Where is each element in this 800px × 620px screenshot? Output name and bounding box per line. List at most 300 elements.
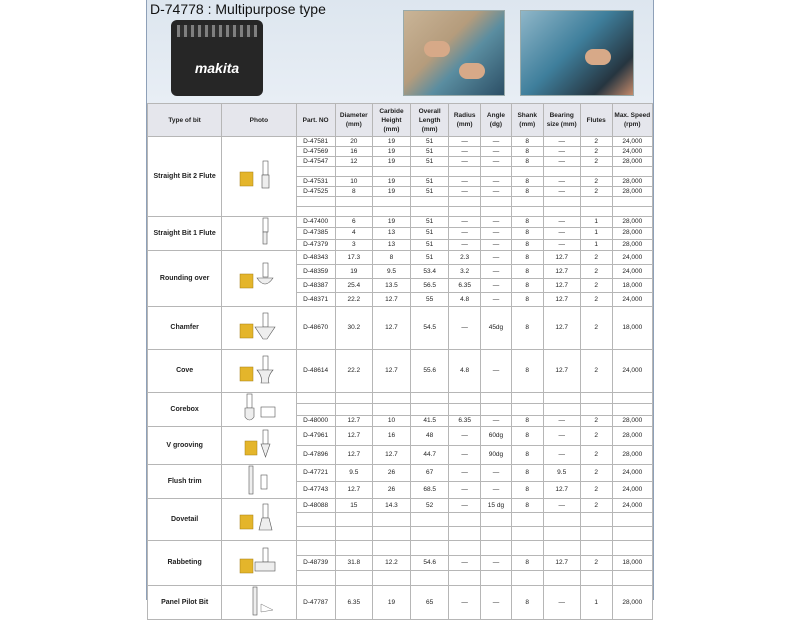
- table-cell: 24,000: [612, 293, 652, 307]
- table-cell: 28,000: [612, 586, 652, 620]
- table-cell: 17.3: [335, 251, 372, 265]
- table-cell: [580, 541, 612, 556]
- table-cell: D-47547: [296, 157, 335, 167]
- table-cell: 54.5: [411, 307, 449, 350]
- table-cell: [335, 197, 372, 207]
- table-cell: 8: [511, 239, 543, 250]
- table-cell: [543, 527, 580, 541]
- table-cell: 8: [511, 465, 543, 482]
- bit-photo: [222, 251, 296, 307]
- table-cell: —: [481, 265, 512, 279]
- table-cell: 12.7: [543, 307, 580, 350]
- table-cell: 67: [411, 465, 449, 482]
- table-cell: [580, 527, 612, 541]
- table-cell: [481, 513, 512, 527]
- table-cell: 2: [580, 265, 612, 279]
- table-cell: 18,000: [612, 556, 652, 571]
- table-cell: —: [543, 586, 580, 620]
- table-cell: [580, 207, 612, 217]
- bit-type-label: Straight Bit 2 Flute: [148, 137, 222, 217]
- table-cell: —: [449, 586, 481, 620]
- table-cell: [511, 207, 543, 217]
- bit-photo: [222, 217, 296, 251]
- table-cell: 19: [372, 137, 410, 147]
- table-cell: D-48371: [296, 293, 335, 307]
- table-cell: 1: [580, 239, 612, 250]
- table-cell: 8: [511, 217, 543, 228]
- table-cell: 8: [511, 415, 543, 426]
- table-cell: 28,000: [612, 415, 652, 426]
- table-cell: 12.7: [543, 279, 580, 293]
- table-cell: 2: [580, 307, 612, 350]
- table-cell: 51: [411, 177, 449, 187]
- table-cell: 24,000: [612, 265, 652, 279]
- table-cell: 20: [335, 137, 372, 147]
- table-cell: 44.7: [411, 446, 449, 465]
- bit-type-label: Panel Pilot Bit: [148, 586, 222, 620]
- table-cell: 8: [511, 177, 543, 187]
- hand-shape: [459, 63, 485, 79]
- table-cell: [411, 207, 449, 217]
- table-cell: D-47581: [296, 137, 335, 147]
- table-cell: [372, 404, 410, 415]
- table-cell: —: [449, 239, 481, 250]
- table-row: [148, 350, 653, 393]
- table-cell: —: [543, 415, 580, 426]
- table-cell: —: [543, 427, 580, 446]
- table-cell: [411, 404, 449, 415]
- table-cell: 12.7: [372, 446, 410, 465]
- table-cell: 18,000: [612, 307, 652, 350]
- table-cell: [372, 207, 410, 217]
- table-cell: —: [481, 228, 512, 239]
- table-cell: [481, 167, 512, 177]
- table-cell: [449, 541, 481, 556]
- bit-type-label: Cove: [148, 350, 222, 393]
- table-cell: [372, 513, 410, 527]
- table-cell: [543, 513, 580, 527]
- table-cell: 28,000: [612, 217, 652, 228]
- table-cell: 12.7: [543, 293, 580, 307]
- table-cell: —: [543, 187, 580, 197]
- table-cell: D-47721: [296, 465, 335, 482]
- flush-trim-bit-icon: [237, 465, 281, 498]
- table-cell: 8: [511, 293, 543, 307]
- cove-bit-icon: [237, 355, 281, 388]
- table-cell: 3: [335, 239, 372, 250]
- table-cell: 6.35: [449, 415, 481, 426]
- table-cell: [335, 571, 372, 586]
- table-cell: [449, 571, 481, 586]
- table-cell: 12.7: [335, 446, 372, 465]
- table-cell: 12.7: [335, 427, 372, 446]
- table-cell: 51: [411, 217, 449, 228]
- table-cell: 24,000: [612, 465, 652, 482]
- table-cell: 13: [372, 228, 410, 239]
- table-cell: —: [481, 415, 512, 426]
- table-cell: [296, 197, 335, 207]
- table-cell: —: [449, 187, 481, 197]
- table-cell: 8: [511, 279, 543, 293]
- table-cell: [481, 197, 512, 207]
- table-cell: —: [449, 499, 481, 513]
- table-cell: 2: [580, 415, 612, 426]
- table-cell: [481, 393, 512, 404]
- table-cell: 41.5: [411, 415, 449, 426]
- table-cell: [296, 404, 335, 415]
- table-cell: 12.2: [372, 556, 410, 571]
- table-cell: [335, 527, 372, 541]
- table-cell: 19: [372, 187, 410, 197]
- table-cell: D-48739: [296, 556, 335, 571]
- table-cell: 28,000: [612, 228, 652, 239]
- table-cell: 51: [411, 251, 449, 265]
- table-cell: 2: [580, 279, 612, 293]
- table-cell: —: [543, 446, 580, 465]
- table-cell: —: [449, 556, 481, 571]
- table-cell: 24,000: [612, 482, 652, 499]
- bit-photo: [222, 307, 296, 350]
- table-cell: D-47787: [296, 586, 335, 620]
- table-cell: 8: [511, 446, 543, 465]
- table-header-row: [148, 104, 653, 137]
- table-cell: 24,000: [612, 499, 652, 513]
- table-cell: 18,000: [612, 279, 652, 293]
- table-cell: 90dg: [481, 446, 512, 465]
- table-cell: [449, 527, 481, 541]
- table-cell: [511, 197, 543, 207]
- table-cell: [411, 541, 449, 556]
- table-cell: 8: [511, 251, 543, 265]
- table-cell: 51: [411, 137, 449, 147]
- column-header: Carbide Height (mm): [372, 104, 410, 137]
- bit-photo: [222, 393, 296, 427]
- table-cell: D-48359: [296, 265, 335, 279]
- table-cell: —: [449, 482, 481, 499]
- table-cell: 2: [580, 187, 612, 197]
- table-cell: [481, 207, 512, 217]
- table-cell: 28,000: [612, 427, 652, 446]
- table-cell: [580, 393, 612, 404]
- column-header: Angle (dg): [481, 104, 512, 137]
- table-cell: 55: [411, 293, 449, 307]
- table-cell: 54.6: [411, 556, 449, 571]
- table-cell: 12.7: [372, 293, 410, 307]
- table-cell: 28,000: [612, 187, 652, 197]
- table-cell: [296, 541, 335, 556]
- table-cell: —: [481, 465, 512, 482]
- table-cell: 51: [411, 187, 449, 197]
- column-header: Diameter (mm): [335, 104, 372, 137]
- table-cell: 12.7: [335, 482, 372, 499]
- table-cell: [411, 527, 449, 541]
- table-cell: [411, 393, 449, 404]
- table-cell: [449, 393, 481, 404]
- table-row: [148, 427, 653, 446]
- table-cell: [335, 207, 372, 217]
- table-cell: [580, 571, 612, 586]
- table-cell: [335, 167, 372, 177]
- table-cell: [335, 393, 372, 404]
- table-cell: 14.3: [372, 499, 410, 513]
- table-cell: 10: [335, 177, 372, 187]
- bit-photo: [222, 499, 296, 541]
- table-cell: 22.2: [335, 350, 372, 393]
- table-cell: [612, 207, 652, 217]
- table-cell: [543, 571, 580, 586]
- table-cell: 8: [511, 265, 543, 279]
- bit-type-label: Rabbeting: [148, 541, 222, 586]
- table-cell: 19: [372, 147, 410, 157]
- table-cell: [372, 571, 410, 586]
- table-row: [148, 465, 653, 482]
- table-cell: 6.35: [449, 279, 481, 293]
- table-row: [148, 541, 653, 556]
- table-cell: —: [449, 427, 481, 446]
- table-cell: 2: [580, 147, 612, 157]
- table-row: [148, 137, 653, 147]
- panel-pilot-bit-icon: [237, 586, 281, 619]
- table-cell: 55.6: [411, 350, 449, 393]
- table-cell: [580, 197, 612, 207]
- table-cell: D-48670: [296, 307, 335, 350]
- bit-spec-table: [147, 103, 653, 620]
- bit-type-label: Straight Bit 1 Flute: [148, 217, 222, 251]
- table-row: [148, 586, 653, 620]
- table-cell: [580, 513, 612, 527]
- table-cell: —: [481, 217, 512, 228]
- table-cell: 2: [580, 465, 612, 482]
- table-cell: [543, 167, 580, 177]
- table-cell: 48: [411, 427, 449, 446]
- table-cell: D-47961: [296, 427, 335, 446]
- router-usage-photo-1: [403, 10, 505, 96]
- table-cell: [335, 541, 372, 556]
- table-cell: —: [481, 293, 512, 307]
- table-cell: 8: [511, 586, 543, 620]
- table-cell: 15: [335, 499, 372, 513]
- table-cell: —: [449, 177, 481, 187]
- table-cell: [481, 404, 512, 415]
- table-cell: 28,000: [612, 157, 652, 167]
- table-cell: [580, 404, 612, 415]
- table-cell: 8: [511, 350, 543, 393]
- table-cell: —: [481, 482, 512, 499]
- table-cell: [612, 541, 652, 556]
- table-cell: 8: [511, 187, 543, 197]
- table-cell: 6.35: [335, 586, 372, 620]
- table-cell: 24,000: [612, 251, 652, 265]
- table-cell: [481, 571, 512, 586]
- table-cell: 56.5: [411, 279, 449, 293]
- table-cell: [372, 393, 410, 404]
- chamfer-bit-icon: [237, 312, 281, 345]
- table-cell: [511, 404, 543, 415]
- table-cell: 8: [511, 556, 543, 571]
- table-cell: [543, 393, 580, 404]
- table-cell: 12.7: [335, 415, 372, 426]
- table-cell: —: [481, 187, 512, 197]
- table-cell: —: [449, 446, 481, 465]
- corebox-bit-icon: [237, 393, 281, 426]
- table-cell: [511, 527, 543, 541]
- table-cell: —: [481, 251, 512, 265]
- table-cell: —: [543, 157, 580, 167]
- table-cell: 2: [580, 446, 612, 465]
- table-row: [148, 217, 653, 228]
- column-header: Part. NO: [296, 104, 335, 137]
- table-cell: 2: [580, 556, 612, 571]
- table-cell: [411, 571, 449, 586]
- hand-shape: [424, 41, 450, 57]
- table-cell: [296, 393, 335, 404]
- table-cell: 51: [411, 157, 449, 167]
- bit-type-label: Dovetail: [148, 499, 222, 541]
- table-cell: [511, 541, 543, 556]
- makita-logo: makita: [194, 60, 240, 76]
- table-cell: —: [543, 217, 580, 228]
- table-cell: 1: [580, 586, 612, 620]
- table-cell: D-47531: [296, 177, 335, 187]
- table-cell: [411, 513, 449, 527]
- bit-set-image: [177, 25, 257, 37]
- table-cell: —: [449, 307, 481, 350]
- table-cell: 8: [511, 499, 543, 513]
- table-cell: —: [481, 556, 512, 571]
- table-cell: [296, 527, 335, 541]
- table-cell: [296, 513, 335, 527]
- table-cell: 6: [335, 217, 372, 228]
- table-cell: 2: [580, 251, 612, 265]
- table-cell: 9.5: [335, 465, 372, 482]
- column-header: Radius (mm): [449, 104, 481, 137]
- table-cell: 53.4: [411, 265, 449, 279]
- bit-type-label: Rounding over: [148, 251, 222, 307]
- table-cell: 8: [511, 307, 543, 350]
- table-cell: —: [481, 350, 512, 393]
- table-cell: [372, 541, 410, 556]
- straight-bit-icon: [237, 160, 281, 193]
- table-row: [148, 499, 653, 513]
- table-cell: 12.7: [543, 482, 580, 499]
- column-header: Max. Speed (rpm): [612, 104, 652, 137]
- table-cell: 28,000: [612, 177, 652, 187]
- column-header: Flutes: [580, 104, 612, 137]
- bit-photo: [222, 541, 296, 586]
- table-cell: D-47400: [296, 217, 335, 228]
- table-cell: [612, 393, 652, 404]
- table-cell: [296, 167, 335, 177]
- table-cell: 26: [372, 465, 410, 482]
- table-cell: 45dg: [481, 307, 512, 350]
- single-flute-bit-icon: [237, 217, 281, 250]
- table-cell: 52: [411, 499, 449, 513]
- table-cell: [372, 167, 410, 177]
- table-cell: 65: [411, 586, 449, 620]
- table-cell: —: [543, 499, 580, 513]
- table-cell: 51: [411, 147, 449, 157]
- table-cell: 12.7: [543, 251, 580, 265]
- table-cell: 24,000: [612, 350, 652, 393]
- table-cell: [612, 404, 652, 415]
- table-row: [148, 251, 653, 265]
- table-cell: [511, 393, 543, 404]
- table-cell: 8: [511, 147, 543, 157]
- table-cell: —: [449, 217, 481, 228]
- table-cell: 16: [372, 427, 410, 446]
- table-cell: [296, 207, 335, 217]
- table-cell: 19: [372, 217, 410, 228]
- table-cell: 19: [372, 586, 410, 620]
- table-cell: [612, 197, 652, 207]
- table-cell: 19: [372, 157, 410, 167]
- table-cell: [411, 197, 449, 207]
- table-cell: D-47385: [296, 228, 335, 239]
- table-row: [148, 393, 653, 404]
- table-cell: 8: [511, 157, 543, 167]
- table-cell: 2: [580, 293, 612, 307]
- table-cell: —: [481, 239, 512, 250]
- table-cell: —: [543, 147, 580, 157]
- catalog-page: [146, 0, 654, 606]
- table-cell: 2: [580, 157, 612, 167]
- table-cell: [335, 513, 372, 527]
- page-title: D-74778 : Multipurpose type: [150, 1, 326, 17]
- table-cell: 51: [411, 239, 449, 250]
- table-cell: 2: [580, 350, 612, 393]
- table-cell: 9.5: [372, 265, 410, 279]
- table-cell: 8: [335, 187, 372, 197]
- table-cell: —: [481, 586, 512, 620]
- table-cell: [411, 167, 449, 177]
- table-cell: 12.7: [543, 265, 580, 279]
- table-cell: 28,000: [612, 239, 652, 250]
- table-cell: [449, 207, 481, 217]
- table-cell: 12.7: [543, 350, 580, 393]
- dovetail-bit-icon: [237, 503, 281, 536]
- column-header: Type of bit: [148, 104, 222, 137]
- table-cell: D-48000: [296, 415, 335, 426]
- table-cell: —: [449, 157, 481, 167]
- table-cell: —: [481, 177, 512, 187]
- table-cell: [543, 541, 580, 556]
- bit-type-label: V grooving: [148, 427, 222, 465]
- bit-type-label: Corebox: [148, 393, 222, 427]
- table-cell: 28,000: [612, 446, 652, 465]
- table-cell: —: [481, 147, 512, 157]
- table-cell: —: [543, 239, 580, 250]
- table-cell: [511, 513, 543, 527]
- table-cell: —: [449, 147, 481, 157]
- bit-case-image: [171, 20, 263, 96]
- table-cell: [543, 197, 580, 207]
- table-cell: 24,000: [612, 147, 652, 157]
- table-cell: D-47525: [296, 187, 335, 197]
- table-cell: —: [481, 279, 512, 293]
- table-cell: —: [449, 228, 481, 239]
- table-cell: 12.7: [372, 307, 410, 350]
- table-cell: 31.8: [335, 556, 372, 571]
- table-cell: 2: [580, 177, 612, 187]
- table-cell: D-48343: [296, 251, 335, 265]
- table-cell: [335, 404, 372, 415]
- table-cell: 26: [372, 482, 410, 499]
- table-cell: [449, 197, 481, 207]
- table-cell: 8: [511, 482, 543, 499]
- table-cell: 12: [335, 157, 372, 167]
- router-usage-photo-2: [520, 10, 634, 96]
- table-cell: [449, 167, 481, 177]
